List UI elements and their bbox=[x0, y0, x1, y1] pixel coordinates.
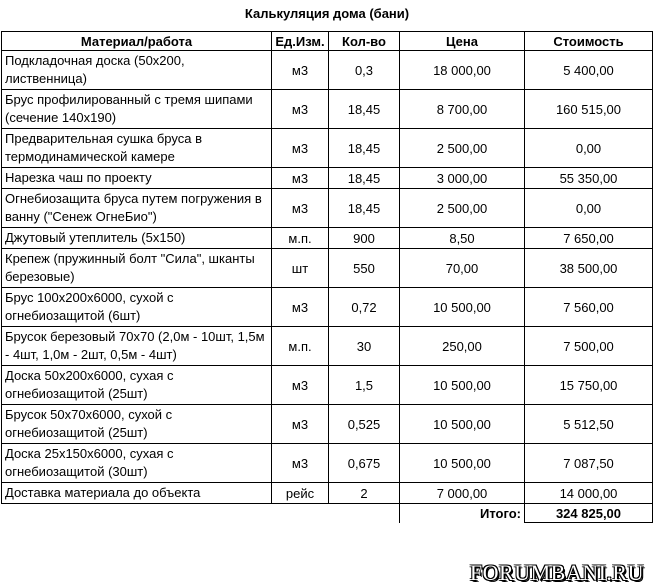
header-material: Материал/работа bbox=[2, 32, 272, 51]
cell-material: Доска 50х200х6000, сухая с огнебиозащитой (25шт) bbox=[2, 366, 272, 405]
watermark-logo: FORUMBANI.RU bbox=[469, 560, 644, 585]
cell-cost: 38 500,00 bbox=[525, 249, 653, 288]
cell-material: Брусок березовый 70х70 (2,0м - 10шт, 1,5м - 4шт, 1,0м - 2шт, 0,5м - 4шт) bbox=[2, 327, 272, 366]
cell-qty: 900 bbox=[329, 228, 400, 249]
cell-price: 2 500,00 bbox=[400, 129, 525, 168]
cell-material: Подкладочная доска (50х200, лиственница) bbox=[2, 51, 272, 90]
cell-price: 10 500,00 bbox=[400, 366, 525, 405]
table-row bbox=[2, 90, 653, 129]
header-price: Цена bbox=[400, 32, 525, 51]
table-row bbox=[2, 405, 653, 444]
cell-unit: шт bbox=[272, 249, 329, 288]
cell-price: 250,00 bbox=[400, 327, 525, 366]
cell-cost: 7 500,00 bbox=[525, 327, 653, 366]
header-unit: Ед.Изм. bbox=[272, 32, 329, 51]
cell-cost: 5 400,00 bbox=[525, 51, 653, 90]
cell-price: 10 500,00 bbox=[400, 444, 525, 483]
total-value: 324 825,00 bbox=[525, 504, 653, 523]
table-row bbox=[2, 189, 653, 228]
cell-cost: 0,00 bbox=[525, 129, 653, 168]
cell-unit: м3 bbox=[272, 366, 329, 405]
table-row bbox=[2, 483, 653, 504]
table-row bbox=[2, 51, 653, 90]
cell-qty: 0,3 bbox=[329, 51, 400, 90]
table-row bbox=[2, 249, 653, 288]
cell-price: 8 700,00 bbox=[400, 90, 525, 129]
cell-qty: 0,525 bbox=[329, 405, 400, 444]
sheet-title: Калькуляция дома (бани) bbox=[244, 6, 410, 21]
total-spacer bbox=[2, 504, 272, 523]
table-row bbox=[2, 129, 653, 168]
cell-unit: м3 bbox=[272, 444, 329, 483]
cell-material: Джутовый утеплитель (5х150) bbox=[2, 228, 272, 249]
cell-material: Огнебиозащита бруса путем погружения в ванну ("Сенеж ОгнеБио") bbox=[2, 189, 272, 228]
cell-price: 3 000,00 bbox=[400, 168, 525, 189]
cell-unit: м.п. bbox=[272, 327, 329, 366]
cell-price: 10 500,00 bbox=[400, 405, 525, 444]
calculation-table bbox=[1, 31, 653, 523]
cell-qty: 30 bbox=[329, 327, 400, 366]
table-row bbox=[2, 444, 653, 483]
cell-price: 8,50 bbox=[400, 228, 525, 249]
cell-price: 10 500,00 bbox=[400, 288, 525, 327]
cell-qty: 0,72 bbox=[329, 288, 400, 327]
cell-unit: м3 bbox=[272, 189, 329, 228]
cell-qty: 2 bbox=[329, 483, 400, 504]
total-spacer bbox=[272, 504, 329, 523]
cell-material: Брус профилированный с тремя шипами (сечение 140х190) bbox=[2, 90, 272, 129]
cell-price: 70,00 bbox=[400, 249, 525, 288]
table-row bbox=[2, 327, 653, 366]
table-row bbox=[2, 228, 653, 249]
cell-unit: м.п. bbox=[272, 228, 329, 249]
cell-unit: м3 bbox=[272, 51, 329, 90]
total-label: Итого: bbox=[400, 504, 525, 523]
cell-qty: 18,45 bbox=[329, 90, 400, 129]
cell-price: 18 000,00 bbox=[400, 51, 525, 90]
total-row bbox=[2, 504, 653, 523]
cell-unit: рейс bbox=[272, 483, 329, 504]
cell-qty: 1,5 bbox=[329, 366, 400, 405]
cell-material: Нарезка чаш по проекту bbox=[2, 168, 272, 189]
cell-material: Доска 25х150х6000, сухая с огнебиозащитой (30шт) bbox=[2, 444, 272, 483]
cell-cost: 5 512,50 bbox=[525, 405, 653, 444]
cell-material: Брус 100х200х6000, сухой с огнебиозащитой (6шт) bbox=[2, 288, 272, 327]
table-row bbox=[2, 168, 653, 189]
cell-price: 7 000,00 bbox=[400, 483, 525, 504]
cell-cost: 0,00 bbox=[525, 189, 653, 228]
table-row bbox=[2, 366, 653, 405]
cell-material: Крепеж (пружинный болт "Сила", шканты березовые) bbox=[2, 249, 272, 288]
cell-qty: 550 bbox=[329, 249, 400, 288]
cell-qty: 18,45 bbox=[329, 189, 400, 228]
cell-material: Брусок 50х70х6000, сухой с огнебиозащитой (25шт) bbox=[2, 405, 272, 444]
cell-unit: м3 bbox=[272, 168, 329, 189]
header-row bbox=[2, 32, 653, 51]
cell-unit: м3 bbox=[272, 405, 329, 444]
cell-cost: 14 000,00 bbox=[525, 483, 653, 504]
cell-cost: 160 515,00 bbox=[525, 90, 653, 129]
cell-cost: 7 560,00 bbox=[525, 288, 653, 327]
cell-cost: 7 650,00 bbox=[525, 228, 653, 249]
cell-cost: 55 350,00 bbox=[525, 168, 653, 189]
cell-unit: м3 bbox=[272, 90, 329, 129]
cell-material: Доставка материала до объекта bbox=[2, 483, 272, 504]
header-cost: Стоимость bbox=[525, 32, 653, 51]
cell-cost: 7 087,50 bbox=[525, 444, 653, 483]
header-qty: Кол-во bbox=[329, 32, 400, 51]
cell-qty: 18,45 bbox=[329, 168, 400, 189]
cell-qty: 0,675 bbox=[329, 444, 400, 483]
cell-price: 2 500,00 bbox=[400, 189, 525, 228]
cell-material: Предварительная сушка бруса в термодинамической камере bbox=[2, 129, 272, 168]
total-spacer bbox=[329, 504, 400, 523]
cell-unit: м3 bbox=[272, 129, 329, 168]
table-row bbox=[2, 288, 653, 327]
cell-qty: 18,45 bbox=[329, 129, 400, 168]
cell-unit: м3 bbox=[272, 288, 329, 327]
cell-cost: 15 750,00 bbox=[525, 366, 653, 405]
